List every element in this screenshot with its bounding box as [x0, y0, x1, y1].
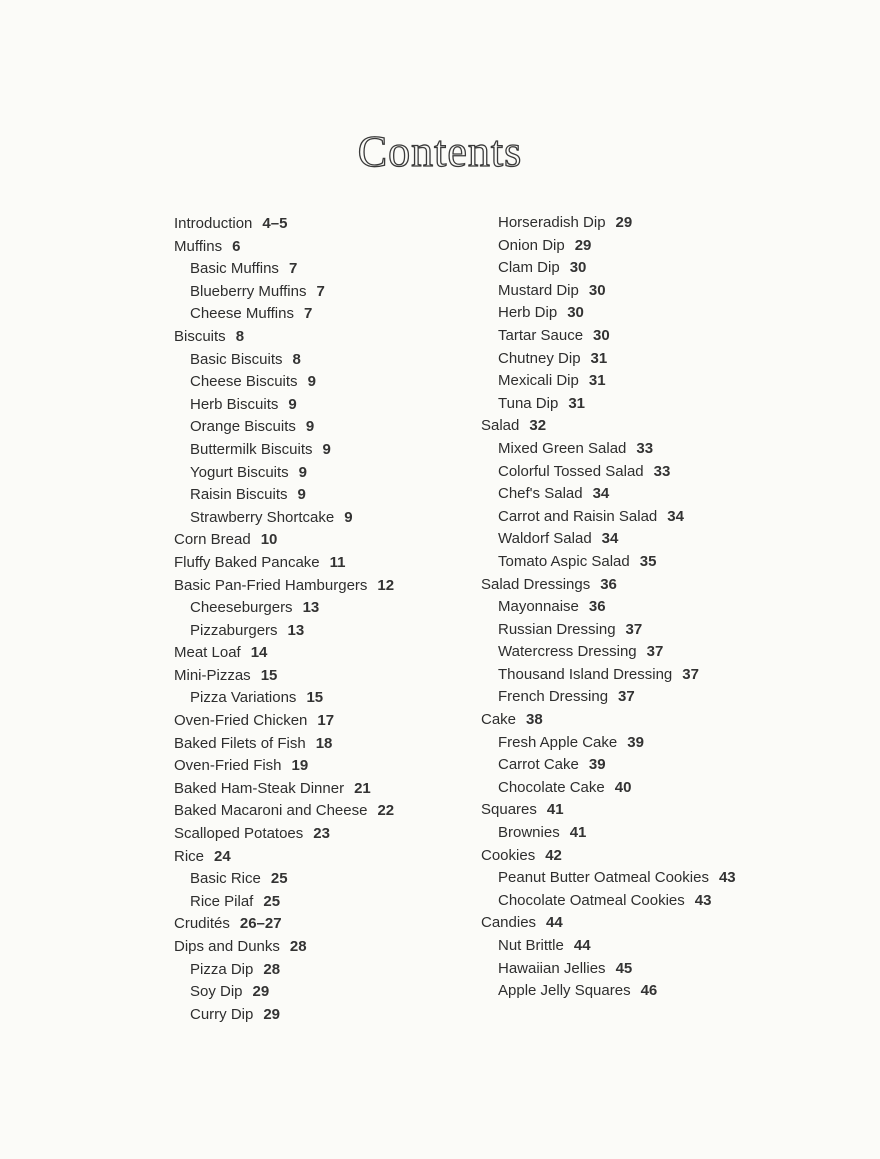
toc-entry-title: Cake — [481, 711, 517, 729]
toc-page-number: 31 — [590, 349, 608, 367]
toc-page-number: 32 — [529, 417, 547, 435]
toc-entry-title: Basic Pan-Fried Hamburgers — [174, 576, 368, 594]
toc-entry-title: Baked Macaroni and Cheese — [174, 802, 368, 820]
toc-page-number: 30 — [593, 326, 610, 344]
toc-page-number: 23 — [313, 825, 330, 843]
toc-subentry — [174, 416, 394, 439]
toc-entry-title: Yogurt Biscuits — [190, 463, 289, 481]
toc-subentry — [481, 506, 736, 529]
toc-page-number: 38 — [526, 711, 543, 729]
toc-page-number: 37 — [682, 665, 699, 683]
toc-page-number: 12 — [377, 576, 395, 594]
toc-entry-title: Carrot Cake — [498, 756, 579, 774]
toc-page-number: 33 — [653, 462, 671, 480]
toc-page-number: 42 — [545, 846, 562, 864]
toc-entry-title: Chef's Salad — [498, 485, 583, 503]
toc-entry-title: Hawaiian Jellies — [498, 959, 606, 977]
toc-page-number: 14 — [250, 644, 268, 662]
toc-page-number: 6 — [232, 237, 241, 255]
toc-subentry — [174, 439, 394, 462]
toc-entry-title: Pizzaburgers — [190, 621, 278, 639]
toc-page-number: 29 — [615, 214, 633, 231]
toc-subentry — [481, 754, 736, 777]
toc-subentry — [174, 258, 394, 281]
toc-entry-title: Basic Biscuits — [190, 350, 283, 368]
toc-entry-title: Tuna Dip — [498, 394, 559, 412]
toc-page-number: 44 — [573, 937, 591, 954]
toc-page-number: 43 — [694, 891, 712, 909]
toc-subentry — [481, 935, 736, 958]
toc-entry-title: Raisin Biscuits — [190, 486, 288, 504]
toc-page-number: 10 — [260, 531, 278, 549]
toc-page-number: 15 — [260, 666, 278, 684]
toc-subentry — [174, 507, 394, 530]
toc-entry-title: Watercress Dressing — [498, 643, 637, 661]
toc-page-number: 15 — [306, 689, 324, 707]
toc-page-number: 30 — [567, 304, 584, 322]
toc-subentry — [174, 484, 394, 507]
toc-entry — [481, 415, 736, 438]
toc-page-number: 9 — [344, 508, 353, 526]
toc-subentry — [481, 280, 736, 303]
toc-page-number: 7 — [316, 282, 325, 300]
toc-page-number: 8 — [292, 350, 301, 368]
toc-subentry — [481, 348, 736, 371]
toc-entry-title: Brownies — [498, 824, 560, 842]
toc-entry-title: Basic Muffins — [190, 260, 279, 278]
toc-page-number: 36 — [588, 598, 606, 616]
toc-entry — [174, 529, 394, 552]
toc-entry-title: Mini-Pizzas — [174, 666, 251, 684]
toc-page-number: 40 — [614, 778, 632, 796]
toc-subentry — [481, 483, 736, 506]
toc-entry-title: Chutney Dip — [498, 349, 581, 367]
toc-entry — [174, 236, 394, 259]
toc-entry-title: Apple Jelly Squares — [498, 982, 631, 1000]
toc-subentry — [481, 980, 736, 1003]
toc-page-number: 37 — [618, 688, 635, 706]
toc-entry — [481, 912, 736, 935]
toc-entry-title: Mustard Dip — [498, 281, 579, 299]
toc-entry-title: Candies — [481, 914, 537, 932]
toc-page-number: 9 — [307, 373, 316, 391]
toc-entry-title: Mayonnaise — [498, 598, 579, 616]
toc-entry-title: Pizza Variations — [190, 689, 297, 707]
toc-entry-title: Crudités — [174, 915, 230, 933]
toc-subentry — [481, 528, 736, 551]
toc-entry-title: Carrot and Raisin Salad — [498, 507, 658, 525]
toc-entry-title: Colorful Tossed Salad — [498, 462, 644, 480]
toc-entry-title: Orange Biscuits — [190, 418, 296, 436]
toc-entry — [174, 710, 394, 733]
toc-entry — [481, 709, 736, 732]
toc-page-number: 13 — [302, 599, 320, 617]
toc-entry-title: Nut Brittle — [498, 937, 564, 954]
toc-page-number: 22 — [377, 802, 395, 820]
toc-subentry — [174, 981, 394, 1004]
toc-page-number: 34 — [601, 530, 619, 548]
toc-page-number: 28 — [289, 938, 307, 955]
toc-entry — [174, 665, 394, 688]
toc-entry-title: Soy Dip — [190, 983, 243, 1001]
toc-page-number: 25 — [263, 892, 281, 910]
toc-page-number: 17 — [317, 712, 335, 730]
toc-subentry — [481, 619, 736, 642]
toc-entry-title: Herb Dip — [498, 304, 558, 322]
toc-entry-title: Introduction — [174, 215, 253, 232]
toc-entry-title: Pizza Dip — [190, 960, 254, 978]
toc-entry-title: Thousand Island Dressing — [498, 665, 673, 683]
toc-entry-title: Blueberry Muffins — [190, 282, 307, 300]
toc-entry-title: Corn Bread — [174, 531, 251, 549]
toc-page-number: 28 — [263, 960, 281, 978]
toc-subentry — [174, 959, 394, 982]
toc-page-number: 35 — [639, 552, 657, 570]
toc-subentry — [481, 686, 736, 709]
toc-page-number: 7 — [288, 260, 298, 278]
toc-entry-title: Strawberry Shortcake — [190, 508, 335, 526]
toc-page-number: 30 — [588, 281, 606, 299]
toc-page-number: 9 — [305, 418, 315, 436]
toc-subentry — [174, 597, 394, 620]
toc-subentry — [481, 302, 736, 325]
toc-subentry — [481, 235, 736, 258]
toc-page-number: 9 — [288, 395, 297, 413]
toc-page-number: 29 — [574, 236, 592, 254]
toc-page-number: 41 — [546, 801, 564, 819]
toc-page-number: 43 — [718, 869, 736, 887]
toc-subentry — [174, 620, 394, 643]
toc-subentry — [174, 371, 394, 394]
toc-page-number: 37 — [625, 620, 643, 638]
toc-page-number: 41 — [569, 824, 587, 842]
toc-page-number: 18 — [315, 734, 333, 752]
toc-entry — [481, 574, 736, 597]
toc-page-number: 33 — [636, 439, 654, 457]
toc-entry-title: Clam Dip — [498, 259, 560, 277]
toc-entry — [174, 213, 394, 236]
toc-entry-title: Onion Dip — [498, 236, 565, 254]
toc-page-number: 9 — [297, 486, 306, 504]
toc-subentry — [481, 370, 736, 393]
toc-entry-title: Horseradish Dip — [498, 214, 606, 231]
toc-subentry — [174, 462, 394, 485]
toc-page-number: 46 — [640, 982, 658, 1000]
toc-subentry — [174, 349, 394, 372]
toc-page-number: 31 — [568, 394, 585, 412]
toc-subentry — [481, 596, 736, 619]
toc-subentry — [174, 394, 394, 417]
toc-page-number: 11 — [329, 553, 346, 571]
toc-entry-title: Salad Dressings — [481, 575, 591, 593]
toc-entry — [174, 552, 394, 575]
toc-subentry — [481, 393, 736, 416]
toc-entry — [174, 575, 394, 598]
toc-subentry — [174, 891, 394, 914]
toc-page-number: 7 — [303, 305, 313, 323]
toc-page-number: 44 — [546, 914, 563, 932]
toc-entry-title: Cookies — [481, 846, 536, 864]
toc-subentry — [481, 958, 736, 981]
toc-entry-title: Fluffy Baked Pancake — [174, 553, 320, 571]
toc-page-number: 37 — [646, 643, 664, 661]
toc-entry-title: Chocolate Cake — [498, 778, 605, 796]
toc-subentry — [481, 890, 736, 913]
toc-entry-title: Mexicali Dip — [498, 372, 579, 390]
toc-page-number: 39 — [588, 756, 606, 774]
toc-entry-title: Rice Pilaf — [190, 892, 254, 910]
toc-entry-title: Baked Ham-Steak Dinner — [174, 779, 345, 797]
toc-entry — [174, 778, 394, 801]
toc-entry — [174, 755, 394, 778]
toc-subentry — [174, 281, 394, 304]
toc-left-column — [174, 213, 394, 1026]
toc-page-number: 19 — [291, 757, 309, 775]
toc-page-number: 29 — [263, 1005, 281, 1023]
toc-subentry — [174, 303, 394, 326]
toc-subentry — [174, 687, 394, 710]
toc-subentry — [481, 732, 736, 755]
toc-entry-title: Muffins — [174, 237, 223, 255]
toc-page-number: 26–27 — [239, 915, 282, 933]
toc-entry — [174, 823, 394, 846]
toc-entry-title: Cheeseburgers — [190, 599, 293, 617]
toc-subentry — [481, 822, 736, 845]
toc-entry-title: Cheese Biscuits — [190, 373, 298, 391]
toc-page-number: 9 — [298, 463, 308, 481]
toc-subentry — [481, 212, 736, 235]
toc-entry — [174, 846, 394, 869]
toc-entry — [174, 913, 394, 936]
toc-page-number: 24 — [214, 847, 231, 865]
toc-page-number: 45 — [615, 959, 633, 977]
toc-entry-title: Baked Filets of Fish — [174, 734, 306, 752]
toc-page-number: 9 — [322, 440, 331, 458]
page-title: Contents — [357, 127, 523, 176]
toc-entry-title: Meat Loaf — [174, 644, 241, 662]
toc-subentry — [174, 1004, 394, 1027]
toc-entry — [481, 799, 736, 822]
toc-entry-title: Curry Dip — [190, 1005, 254, 1023]
toc-entry-title: Peanut Butter Oatmeal Cookies — [498, 869, 709, 887]
toc-subentry — [481, 867, 736, 890]
toc-page-number: 36 — [600, 575, 617, 593]
toc-page-number: 31 — [588, 372, 606, 390]
toc-entry — [174, 642, 394, 665]
toc-page-number: 25 — [270, 870, 288, 888]
toc-page-number: 34 — [667, 507, 684, 525]
toc-page-number: 8 — [235, 327, 245, 345]
toc-right-column — [481, 212, 736, 1003]
toc-entry-title: Oven-Fried Fish — [174, 757, 282, 775]
toc-entry-title: Waldorf Salad — [498, 530, 592, 548]
toc-subentry — [481, 438, 736, 461]
toc-entry-title: Mixed Green Salad — [498, 439, 627, 457]
toc-entry-title: Squares — [481, 801, 537, 819]
toc-subentry — [481, 325, 736, 348]
toc-entry-title: Biscuits — [174, 327, 226, 345]
toc-subentry — [481, 461, 736, 484]
toc-entry-title: Tomato Aspic Salad — [498, 552, 630, 570]
toc-subentry — [481, 551, 736, 574]
toc-entry-title: Cheese Muffins — [190, 305, 294, 323]
toc-page-number: 34 — [592, 485, 610, 503]
toc-page-number: 39 — [627, 733, 644, 751]
toc-page-number: 4–5 — [262, 215, 288, 232]
toc-entry-title: Tartar Sauce — [498, 326, 584, 344]
toc-entry-title: Buttermilk Biscuits — [190, 440, 313, 458]
toc-entry-title: Herb Biscuits — [190, 395, 279, 413]
toc-page-number: 13 — [287, 621, 305, 639]
toc-entry-title: Scalloped Potatoes — [174, 825, 304, 843]
toc-entry-title: Fresh Apple Cake — [498, 733, 618, 751]
toc-entry-title: Oven-Fried Chicken — [174, 712, 308, 730]
toc-entry-title: Russian Dressing — [498, 620, 616, 638]
toc-subentry — [481, 664, 736, 687]
toc-entry-title: Dips and Dunks — [174, 938, 280, 955]
toc-subentry — [481, 777, 736, 800]
toc-subentry — [481, 257, 736, 280]
toc-entry — [174, 326, 394, 349]
toc-entry-title: French Dressing — [498, 688, 609, 706]
toc-entry — [481, 845, 736, 868]
toc-page-number: 21 — [354, 779, 371, 797]
toc-page-number: 29 — [252, 983, 270, 1001]
toc-entry — [174, 936, 394, 959]
toc-entry-title: Rice — [174, 847, 205, 865]
toc-entry — [174, 800, 394, 823]
toc-entry-title: Basic Rice — [190, 870, 261, 888]
toc-entry-title: Salad — [481, 417, 520, 435]
toc-subentry — [174, 868, 394, 891]
toc-page-number: 30 — [569, 259, 587, 277]
toc-subentry — [481, 641, 736, 664]
toc-entry — [174, 733, 394, 756]
toc-entry-title: Chocolate Oatmeal Cookies — [498, 891, 685, 909]
